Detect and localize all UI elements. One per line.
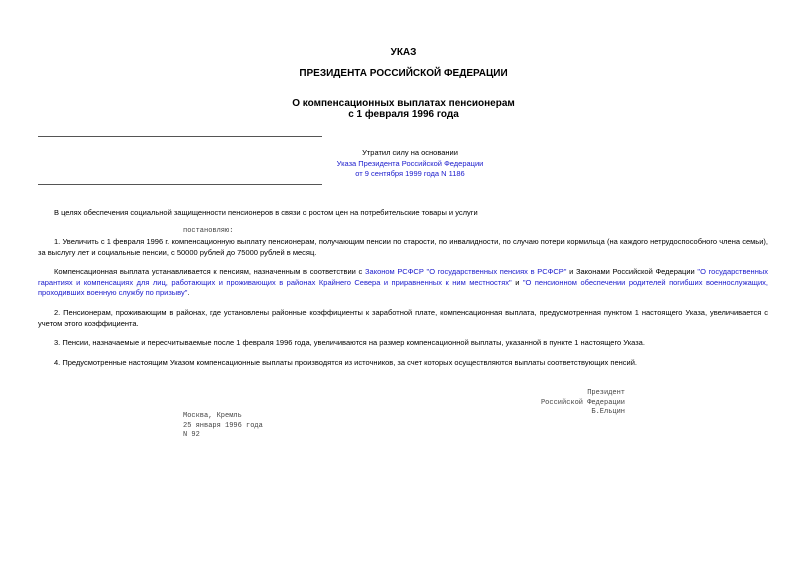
title-line-1: О компенсационных выплатах пенсионерам bbox=[292, 98, 515, 109]
document-title bbox=[0, 98, 807, 120]
signature-country: Российской Федерации bbox=[540, 398, 625, 407]
signature-title: Президент bbox=[587, 389, 625, 397]
law-parents-pension-link[interactable]: "О пенсионном обеспечении родителей погибших военнослужащих, проходивших военную службу по призыву" bbox=[38, 277, 768, 297]
preamble: В целях обеспечения социальной защищенности пенсионеров в связи с ростом цен на потребительские товары и услуги bbox=[54, 208, 478, 217]
bottom-divider bbox=[38, 184, 322, 185]
paragraph-1: 1. Увеличить с 1 февраля 1996 г. компенсационную выплату пенсионерам, получающим пенсии по старости, по инвалидности, по случаю потери кормильца (на каждого нетрудоспособного члена семьи), за выслугу лет и социальные пенсии, с 50000 рублей до 75000 рублей в месяц. bbox=[38, 237, 768, 257]
paragraph-3: 3. Пенсии, назначаемые и пересчитываемые после 1 февраля 1996 года, увеличиваются на размер компенсационной выплаты, указанной в пункте 1 настоящего Указа. bbox=[54, 338, 645, 347]
document-authority: ПРЕЗИДЕНТА РОССИЙСКОЙ ФЕДЕРАЦИИ bbox=[299, 68, 508, 79]
repeal-decree-date-link[interactable]: от 9 сентября 1999 года N 1186 bbox=[355, 169, 465, 178]
signature-name: Б.Ельцин bbox=[591, 408, 625, 416]
text-segment: и bbox=[511, 277, 523, 287]
date: 25 января 1996 года bbox=[183, 421, 263, 430]
paragraph-1-compensation bbox=[38, 267, 768, 299]
law-north-guarantees-link[interactable]: "О государственных гарантиях и компенсациях для лиц, работающих и проживающих в районах Крайнего Севера и приравненных к ним местностях" bbox=[38, 267, 768, 287]
text-segment: и Законами Российской Федерации bbox=[566, 267, 698, 276]
signature-block bbox=[541, 389, 625, 418]
place-date-block bbox=[183, 412, 263, 441]
decree-number: N 92 bbox=[183, 431, 200, 439]
place: Москва, Кремль bbox=[183, 412, 242, 420]
top-divider bbox=[38, 136, 322, 137]
title-line-2: с 1 февраля 1996 года bbox=[348, 109, 459, 120]
status-note bbox=[300, 148, 520, 180]
status-note-text: Утратил силу на основании bbox=[362, 148, 458, 157]
law-pensions-link[interactable]: Законом РСФСР "О государственных пенсиях в РСФСР" bbox=[365, 267, 567, 276]
paragraph-4: 4. Предусмотренные настоящим Указом компенсационные выплаты производятся из источников, за счет которых осуществляются выплаты соответствующих пенсий. bbox=[54, 358, 637, 367]
repeal-decree-link[interactable]: Указа Президента Российской Федерации bbox=[336, 158, 484, 168]
text-segment: . bbox=[187, 288, 190, 297]
resolve-text: постановляю: bbox=[183, 227, 234, 235]
paragraph-2: 2. Пенсионерам, проживающим в районах, где установлены районные коэффициенты к заработной плате, компенсационная выплата, предусмотренная пунктом 1 настоящего Указа, увеличивается с учетом этого коэффициента. bbox=[38, 308, 768, 328]
text-segment: Компенсационная выплата устанавливается к пенсиям, назначенным в соответствии с bbox=[54, 267, 365, 276]
document-type: УКАЗ bbox=[390, 47, 417, 58]
